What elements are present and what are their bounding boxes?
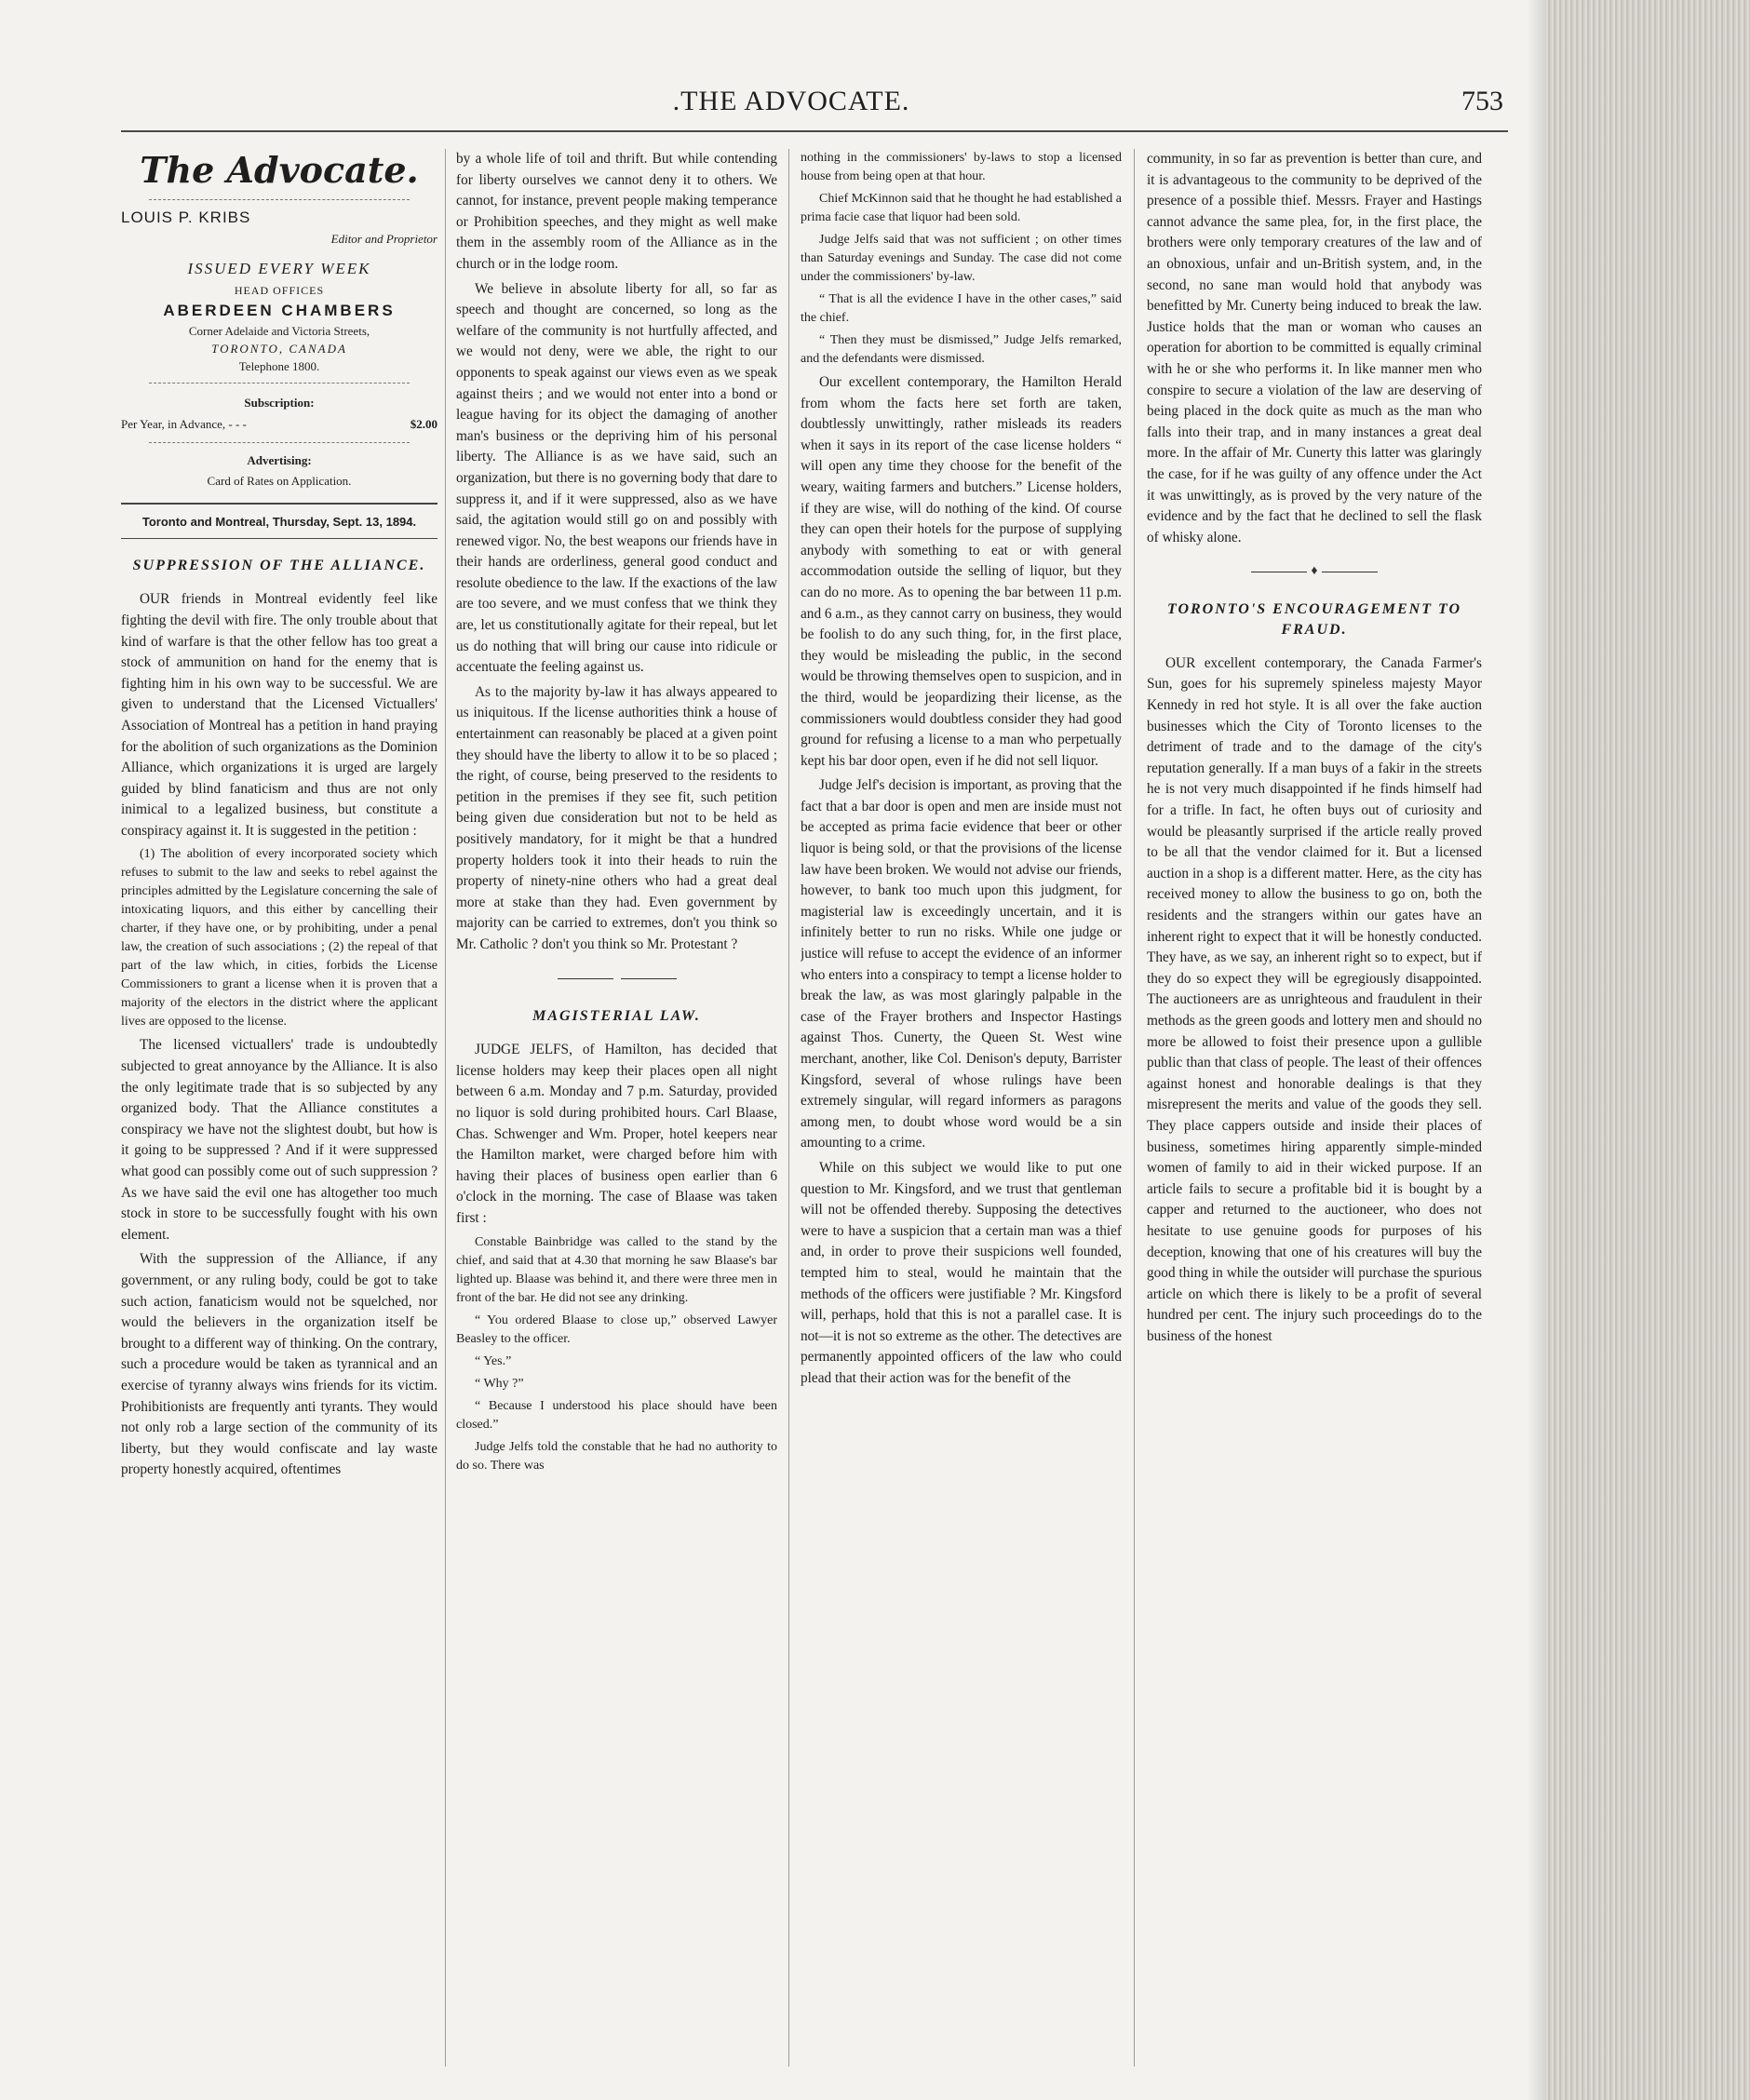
paragraph: “ You ordered Blaase to close up,” observed Lawyer Beasley to the officer.	[456, 1312, 777, 1346]
column-rule	[788, 149, 789, 2066]
article-title-toronto: TORONTO'S ENCOURAGEMENT TO FRAUD.	[1166, 600, 1462, 638]
subscription-label: Subscription:	[244, 395, 315, 410]
paragraph: “ Yes.”	[475, 1353, 512, 1368]
address-line: Corner Adelaide and Victoria Streets,	[188, 323, 370, 338]
running-head: .THE ADVOCATE.	[672, 86, 910, 116]
paragraph: Our excellent contemporary, the Hamilton Herald from whom the facts here set forth are taken, doubtlessly unwittingly, rather misleads its readers when it says in its report of the case license holders “ will open any time they choose for the benefit of the weary, waiting farmers and butchers.” License holders, if they are wise, will do nothing of the kind. Of course they can open their hotels for the purpose of supplying anybody with something to eat or with general accommodation outside the selling of liquor, but they can do no more. As to opening the bar between 11 p.m. and 6 a.m., as they cannot carry on business, they would be foolish to do any such thing, for, in the first place, they would be misleading the public, in the second would be throwing themselves open to suspicion, and in the third, would be jeopardizing their license, as the commissioners would doubtless consider they had good ground for refusing a license to a man who perpetually kept his bar door open, even if he did not sell liquor.	[801, 374, 1122, 769]
paragraph: OUR friends in Montreal evidently feel like fighting the devil with fire. The only trouble about that kind of warfare is that the other fellow has too great a stock of ammunition on hand for the enemy that is fighting him in his own way to be successful. We are given to understand that the Licensed Victuallers' Association of Montreal has a petition in hand praying for the abolition of such organizations as the Dominion Alliance, which organizations it is urged are largely guided by blind fanaticism and thus are not only inimical to a legalized business, but constitute a conspiracy against it. It is suggested in the petition :	[121, 591, 438, 839]
advertising-text: Card of Rates on Application.	[207, 473, 352, 488]
paragraph: Chief McKinnon said that he thought he had established a prima facie case that liquor had been sold.	[801, 192, 1122, 224]
page-number: 753	[1461, 86, 1503, 116]
divider	[149, 383, 410, 384]
paragraph: community, in so far as prevention is better than cure, and it is advantageous to the community to be deprived of the presence of a possible thief. Messrs. Frayer and Hastings cannot advance the same plea, for, in the first place, the brothers were only temporary creatures of the law and of an obnoxious, unfair and un-British system, and, in the second, no sane man would hold that anybody was benefitted by Mr. Cunerty being induced to break the law. Justice holds that the man or woman who causes an operation for abortion to be committed is equally criminal with he or she who performs it. In like manner men who conspire to secure a violation of the law are deserving of being placed in the dock quite as much as the man who falls into their trap, and in many instances a great deal more. In the affair of Mr. Cunerty this latter was glaringly the case, for if he was guilty of any offence under the Act it was unwittingly, as is proved by the very nature of the evidence and by the fact that he declined to sell the flask of whisky alone.	[1147, 151, 1482, 545]
paragraph: (1) The abolition of every incorporated society which refuses to submit to the law and seeks to rebel against the principles admitted by the Legislature concerning the sale of intoxicating liquors, and this either by cancelling their charter, if they have one, or by prohibiting, under a penal law, the creation of such associations ; (2) the repeal of that part of the law which, in cities, forbids the License Commissioners to grant a license when it is proven that a majority of the electors in the district where the applicant lives are opposed to the license.	[121, 847, 438, 1030]
paragraph: While on this subject we would like to put one question to Mr. Kingsford, and we trust that gentleman will not be offended thereby. Supposing the detectives were to have a suspicion that a certain man was a thief and, in order to prove their suspicions well founded, tempted him to steal, would he maintain that the methods of the officers were justifiable ? Mr. Kingsford will, perhaps, hold that this is not a parallel case. It is not—it is not so extreme as the other. The detectives are permanently appointed officers of the law who could plead that their action was for the benefit of the	[801, 1159, 1122, 1386]
dateline: Toronto and Montreal, Thursday, Sept. 13, 1894.	[121, 503, 438, 540]
column-rule	[1134, 149, 1135, 2066]
chambers-name: ABERDEEN CHAMBERS	[163, 302, 396, 320]
article-title-magisterial: MAGISTERIAL LAW.	[532, 1008, 701, 1025]
article-separator: ♦	[1147, 561, 1482, 583]
divider	[149, 442, 410, 443]
header-rule	[121, 130, 1508, 132]
paragraph: “ Because I understood his place should have been closed.”	[456, 1398, 777, 1432]
paragraph: “ Why ?”	[475, 1376, 524, 1391]
masthead	[121, 149, 438, 539]
column-3	[801, 149, 1122, 2066]
article-separator	[456, 969, 777, 990]
article-title-suppression: SUPPRESSION OF THE ALLIANCE.	[132, 558, 426, 574]
paragraph: We believe in absolute liberty for all, so far as speech and thought are concerned, so long as the welfare of the community is not hurtfully affected, and we would not deny, were we able, the right to our opponents to speak against our views even as we speak against theirs ; and we would not enter into a bond or league having for its object the damaging of another man's business or the depriving him of his personal liberty. The Alliance is as we have said, such an organization, but there is no governing body that dare to suppress it, and if it were suppressed, also as we have said, the agitation would still go on and possibly with renewed vigor. No, the best weapons our friends have in their hands are orderliness, general good conduct and resolute obedience to the law. If the exactions of the law are too severe, and we must confess that we think they are, let us constitutionally agitate for their repeal, but let us do nothing that will bring our cause into ridicule or accentuate the feeling against us.	[456, 280, 777, 676]
paragraph: Judge Jelfs said that was not sufficient ; on other times than Saturday evenings and Sunday. The case did not come under the commissioners' by-law.	[801, 233, 1122, 284]
paragraph: JUDGE JELFS, of Hamilton, has decided that license holders may keep their places open all night between 6 a.m. Monday and 7 p.m. Saturday, provided no liquor is sold during prohibited hours. Carl Blaase, Chas. Schwenger and Wm. Proper, hotel keepers near the Hamilton market, were charged before him with having their places of business open earlier than 6 o'clock in the morning. The case of Blaase was taken first :	[456, 1042, 777, 1226]
editor-name: LOUIS P. KRIBS	[121, 209, 251, 226]
paragraph: OUR excellent contemporary, the Canada Farmer's Sun, goes for his supremely spineless majesty Mayor Kennedy in red hot style. It is all over the fake auction businesses which the City of Toronto licenses to the detriment of trade and to the damage of the city's reputation generally. If a man buys of a fakir in the streets he is not very much disappointed if he finds himself had for a trifle. In fact, he often buys out of curiosity and would be pleasantly surprised if the article really proved to be all that the vendor claimed for it. But a licensed auction in a shop is a different matter. Here, as the city has received money to allow the business to go on, both the residents and the strangers within our gates have an inherent right to expect that it will be honestly conducted. They have, as we say, an inherent right so to expect, but if they do so expect they will be egregiously disappointed. The auctioneers are as unrighteous and fraudulent in their methods as the green goods and lottery men and should no more be allowed to foist their presence upon a gullible public than that class of people. The least of their offences against honest and honorable dealings is that they misrepresent the merits and value of the goods they sell. They place cappers outside and inside their places of business, sometimes hiring apparently simple-minded women of family to aid in their wicked purpose. If an article fails to secure a profitable bid it is bought by a capper and returned to the auctioneer, who does not hesitate to use genuine goods for purposes of his deception, knowing that one of his creatures will buy the good thing in while the outsider will purchase the spurious article on which there is likely to be a profit of several hundred per cent. The injury such proceedings do to the business of the honest	[1147, 654, 1482, 1344]
column-1	[121, 149, 438, 2066]
column-2	[456, 149, 777, 2066]
paragraph: by a whole life of toil and thrift. But while contending for liberty ourselves we cannot deny it to others. We cannot, for instance, prevent people making temperance or Prohibition speeches, and they might as well make them in the assembly room of the Alliance as in the church or in the lodge room.	[456, 151, 777, 272]
paragraph: Judge Jelfs told the constable that he had no authority to do so. There was	[456, 1439, 777, 1473]
paragraph: Judge Jelf's decision is important, as proving that the fact that a bar door is open and men are inside must not be accepted as prima facie evidence that beer or other liquor is being sold, or that the provisions of the license law have been broken. We would not advise our friends, however, to bank too much upon this judgment, for magisterial law is exceedingly uncertain, and it is infinitely better to run no risks. While one judge or justice will refuse to accept the evidence of an informer who enters into a conspiracy to tempt a license holder to break the law, as was most glaringly palpable in the case of the Frayer brothers and Inspector Hastings against Thos. Cunerty, the Queen St. West wine merchant, another, like Col. Denison's deputy, Barrister Kingsford, several of whose rulings have been extremely singular, will regard informers as paragons among men, to doubt whose word would be a sin amounting to a crime.	[801, 777, 1122, 1151]
column-rule	[445, 149, 446, 2066]
paragraph: “ Then they must be dismissed,” Judge Jelfs remarked, and the defendants were dismissed.	[801, 333, 1122, 366]
telephone-line: Telephone 1800.	[238, 358, 320, 373]
column-4	[1147, 149, 1482, 2066]
city-line: TORONTO, CANADA	[211, 341, 347, 356]
head-offices-label: HEAD OFFICES	[234, 283, 325, 297]
paragraph: Constable Bainbridge was called to the stand by the chief, and said that at 4.30 that morning he saw Blaase's bar lighted up. Blaase was behind it, and there were three men in front of the bar. He did not see any drinking.	[456, 1234, 777, 1305]
issued-line: ISSUED EVERY WEEK	[187, 260, 371, 278]
paragraph: As to the majority by-law it has always appeared to us iniquitous. If the license authorities think a house of entertainment can reasonably be placed at a given point they should have the liberty to allow it to be so placed ; the right, of course, being preserved to the residents to petition in the premises if they see fit, such petition being given due consideration but not to be held as positively mandatory, for it might be that a hundred property holders took it into their heads to ruin the property of ninety-nine others who had a great deal more at stake than they had. Even government by majority can be carried to extremes, don't you think so Mr. Catholic ? don't you think so Mr. Protestant ?	[456, 683, 777, 952]
subscription-text: Per Year, in Advance, - - -	[121, 416, 247, 431]
subscription-row	[121, 414, 438, 436]
advertising-label: Advertising:	[247, 453, 312, 468]
paragraph: With the suppression of the Alliance, if any government, or any ruling body, could be got to take such action, fanaticism would not be squelched, nor would the believers in the organization itself be brought to a different way of thinking. On the contrary, such a procedure would be taken as tyrannical and an exercise of tyranny always wins friends for its victim. Prohibitionists are frequently anti tyrants. They would not only rob a large section of the community of its liberty, but they would confiscate and lay waste property honestly acquired, oftentimes	[121, 1251, 438, 1478]
editor-role: Editor and Proprietor	[330, 231, 438, 246]
book-edge	[1545, 0, 1750, 2100]
divider	[149, 199, 410, 200]
paragraph: nothing in the commissioners' by-laws to stop a licensed house from being open at that hour.	[801, 151, 1122, 183]
paragraph: “ That is all the evidence I have in the other cases,” said the chief.	[801, 292, 1122, 325]
subscription-price: $2.00	[410, 416, 438, 431]
paragraph: The licensed victuallers' trade is undoubtedly subjected to great annoyance by the Alliance. It is also the only legitimate trade that is so subjected by any organized body. That the Alliance constitutes a conspiracy we have not the slightest doubt, but how is it going to be suppressed ? And if it were suppressed what good can possibly come out of such suppression ? As we have said the evil one has altogether too much stock in store to be successfully fought with his own element.	[121, 1037, 438, 1243]
masthead-title: The Advocate.	[140, 149, 419, 191]
